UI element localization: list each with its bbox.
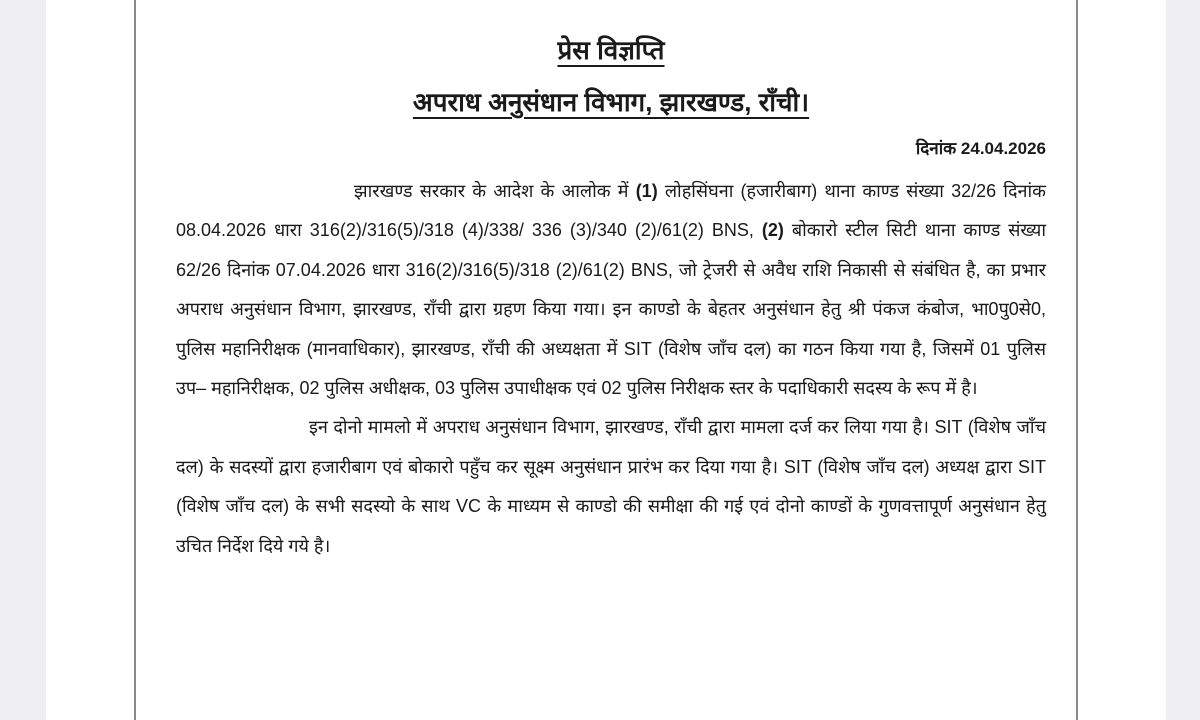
paragraph-2-text: इन दोनो मामलो में अपराध अनुसंधान विभाग, झारखण्ड, राँची द्वारा मामला दर्ज कर लिया गया है। SIT (विशेष जाँच दल) के सदस्यों द्वारा हजारीबाग एवं बोकारो पहुँच कर सूक्ष्म अनुसंधान प्रारंभ कर दिया गया है। SIT (विशेष जाँच दल) अध्यक्ष द्वारा SIT (विशेष जाँच दल) के सभी सदस्यो के साथ VC के माध्यम से काण्डो की समीक्षा की गई एवं दोनो काण्डों के गुणवत्तापूर्ण अनुसंधान हेतु उचित निर्देश दिये गये है। xyxy=(176,417,1047,556)
date-value: 24.04.2026 xyxy=(960,139,1046,158)
paragraph-1 xyxy=(176,172,1046,408)
paragraph-1-part-b: लोहसिंघना (हजारीबाग) थाना काण्ड संख्या 32/26 दिनांक 08.04.2026 धारा 316(2)/316(5)/318 (4)/338/ 336 (3)/340 (2)/61(2) BNS, xyxy=(176,181,1046,241)
paragraph-2 xyxy=(176,408,1046,566)
document-page xyxy=(134,0,1078,720)
document-viewer xyxy=(46,0,1166,720)
subtitle-text: अपराध अनुसंधान विभाग, झारखण्ड, राँची। xyxy=(412,87,810,117)
paragraph-1-part-a: झारखण्ड सरकार के आदेश के आलोक में xyxy=(354,181,636,201)
case-marker-1: (1) xyxy=(635,181,658,201)
document-content xyxy=(176,0,1046,566)
case-marker-2: (2) xyxy=(761,220,784,241)
release-date xyxy=(176,136,1046,162)
date-label: दिनांक xyxy=(915,139,957,158)
press-release-title xyxy=(176,32,1046,68)
title-text: प्रेस विज्ञप्ति xyxy=(557,35,665,65)
department-heading xyxy=(176,82,1046,122)
paragraph-1-part-c: बोकारो स्टील सिटी थाना काण्ड संख्या 62/26 दिनांक 07.04.2026 धारा 316(2)/316(5)/318 (2)/61(2) BNS, जो ट्रेजरी से अवैध राशि निकासी से संबंधित है, का प्रभार अपराध अनुसंधान विभाग, झारखण्ड, राँची द्वारा ग्रहण किया गया। इन काण्डो के बेहतर अनुसंधान हेतु श्री पंकज कंबोज, भा0पु0से0, पुलिस महानिरीक्षक (मानवाधिकार), झारखण्ड, राँची की अध्यक्षता में SIT (विशेष जाँच दल) का गठन किया गया है, जिसमें 01 पुलिस उप– महानिरीक्षक, 02 पुलिस अधीक्षक, 03 पुलिस उपाधीक्षक एवं 02 पुलिस निरीक्षक स्तर के पदाधिकारी सदस्य के रूप में है। xyxy=(176,220,1046,399)
